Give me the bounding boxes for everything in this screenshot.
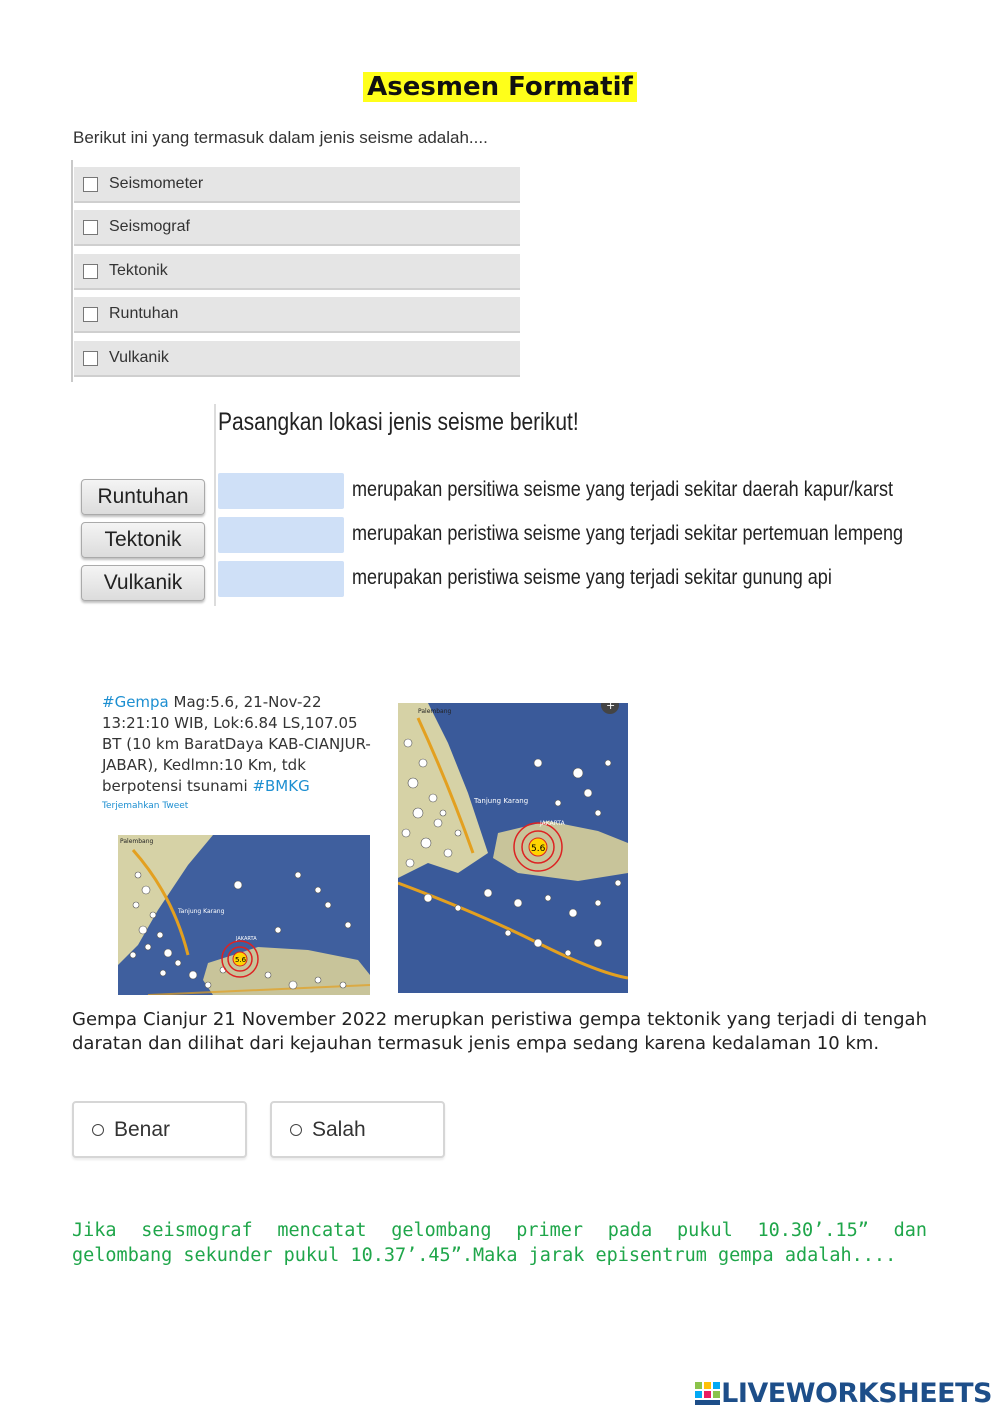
q1-option-label: Tektonik: [109, 262, 168, 279]
false-option-button[interactable]: [270, 1101, 445, 1158]
q3-statement: Gempa Cianjur 21 November 2022 merupkan peristiwa gempa tektonik yang terjadi di tengah daratan dan dilihat dari kejauhan termasuk jenis empa sedang karena kedalaman 10 km.: [72, 1009, 927, 1054]
map-label-palembang: Palembang: [120, 838, 154, 845]
drop-zone-2[interactable]: [218, 517, 344, 553]
q1-option-label: Vulkanik: [109, 349, 169, 366]
magnitude-label-large: 5.6: [531, 844, 546, 854]
logo-text: LIVEWORKSHEETS: [721, 1378, 992, 1409]
q1-option-label: Runtuhan: [109, 305, 179, 322]
drag-button-tektonik[interactable]: Tektonik: [81, 522, 205, 558]
radio-icon[interactable]: [92, 1124, 104, 1136]
true-option-label: Benar: [114, 1117, 171, 1141]
page-title: [0, 72, 1000, 102]
checkbox-icon[interactable]: [83, 220, 98, 235]
page-title-text: Asesmen Formatif: [363, 72, 637, 102]
false-option-label: Salah: [312, 1117, 366, 1141]
q2-title: Pasangkan lokasi jenis seisme berikut!: [218, 408, 579, 436]
q1-question: Berikut ini yang termasuk dalam jenis seisme adalah....: [73, 128, 488, 147]
drag-button-vulkanik[interactable]: Vulkanik: [81, 565, 205, 601]
drop-zone-3[interactable]: [218, 561, 344, 597]
q1-option-vulkanik[interactable]: [74, 341, 520, 377]
tweet-hashtag: #Gempa: [102, 693, 169, 711]
earthquake-map-large: [398, 703, 628, 993]
drag-button-runtuhan[interactable]: Runtuhan: [81, 479, 205, 515]
map-label-palembang-large: Palembang: [418, 708, 452, 715]
magnitude-label: 5.6: [235, 956, 247, 964]
earthquake-map-small: [118, 835, 370, 995]
tweet-body: Mag:5.6, 21-Nov-22 13:21:10 WIB, Lok:6.84 LS,107.05 BT (10 km BaratDaya KAB-CIANJUR-JABAR), Kedlmn:10 Km, tdk berpotensi tsunami: [102, 693, 371, 795]
map-label-tanjung-karang-large: Tanjung Karang: [474, 797, 529, 805]
q1-option-label: Seismometer: [109, 175, 204, 192]
checkbox-icon[interactable]: [83, 264, 98, 279]
translate-tweet-link[interactable]: Terjemahkan Tweet: [102, 801, 189, 811]
q4-question: Jika seismograf mencatat gelombang primer pada pukul 10.30’.15” dan gelombang sekunder pukul 10.37’.45”.Maka jarak episentrum gempa adalah....: [72, 1220, 927, 1266]
map-label-jakarta: JAKARTA: [236, 936, 257, 942]
q1-option-tektonik[interactable]: [74, 254, 520, 290]
checkbox-icon[interactable]: [83, 177, 98, 192]
checkbox-icon[interactable]: [83, 307, 98, 322]
map-label-jakarta-large: JAKARTA: [540, 820, 565, 827]
q2-divider: [214, 404, 216, 606]
drop-zone-1[interactable]: [218, 473, 344, 509]
tweet-text: [102, 692, 372, 813]
q1-option-seismograf[interactable]: [74, 210, 520, 246]
radio-icon[interactable]: [290, 1124, 302, 1136]
match-statement-3: merupakan peristiwa seisme yang terjadi sekitar gunung api: [352, 566, 832, 589]
match-statement-2: merupakan peristiwa seisme yang terjadi sekitar pertemuan lempeng: [352, 522, 904, 545]
tweet-hashtag-bmkg: #BMKG: [252, 777, 310, 795]
checkbox-icon[interactable]: [83, 351, 98, 366]
svg-text:+: +: [606, 703, 616, 712]
q1-option-runtuhan[interactable]: [74, 297, 520, 333]
map-label-tanjung-karang: Tanjung Karang: [178, 908, 225, 915]
q1-option-seismometer[interactable]: [74, 167, 520, 203]
match-statement-1: merupakan persitiwa seisme yang terjadi sekitar daerah kapur/karst: [352, 478, 894, 501]
liveworksheets-logo-icon: [695, 1382, 721, 1406]
liveworksheets-logo: [695, 1378, 992, 1409]
true-option-button[interactable]: [72, 1101, 247, 1158]
q1-option-label: Seismograf: [109, 218, 190, 235]
q1-divider: [71, 160, 73, 382]
